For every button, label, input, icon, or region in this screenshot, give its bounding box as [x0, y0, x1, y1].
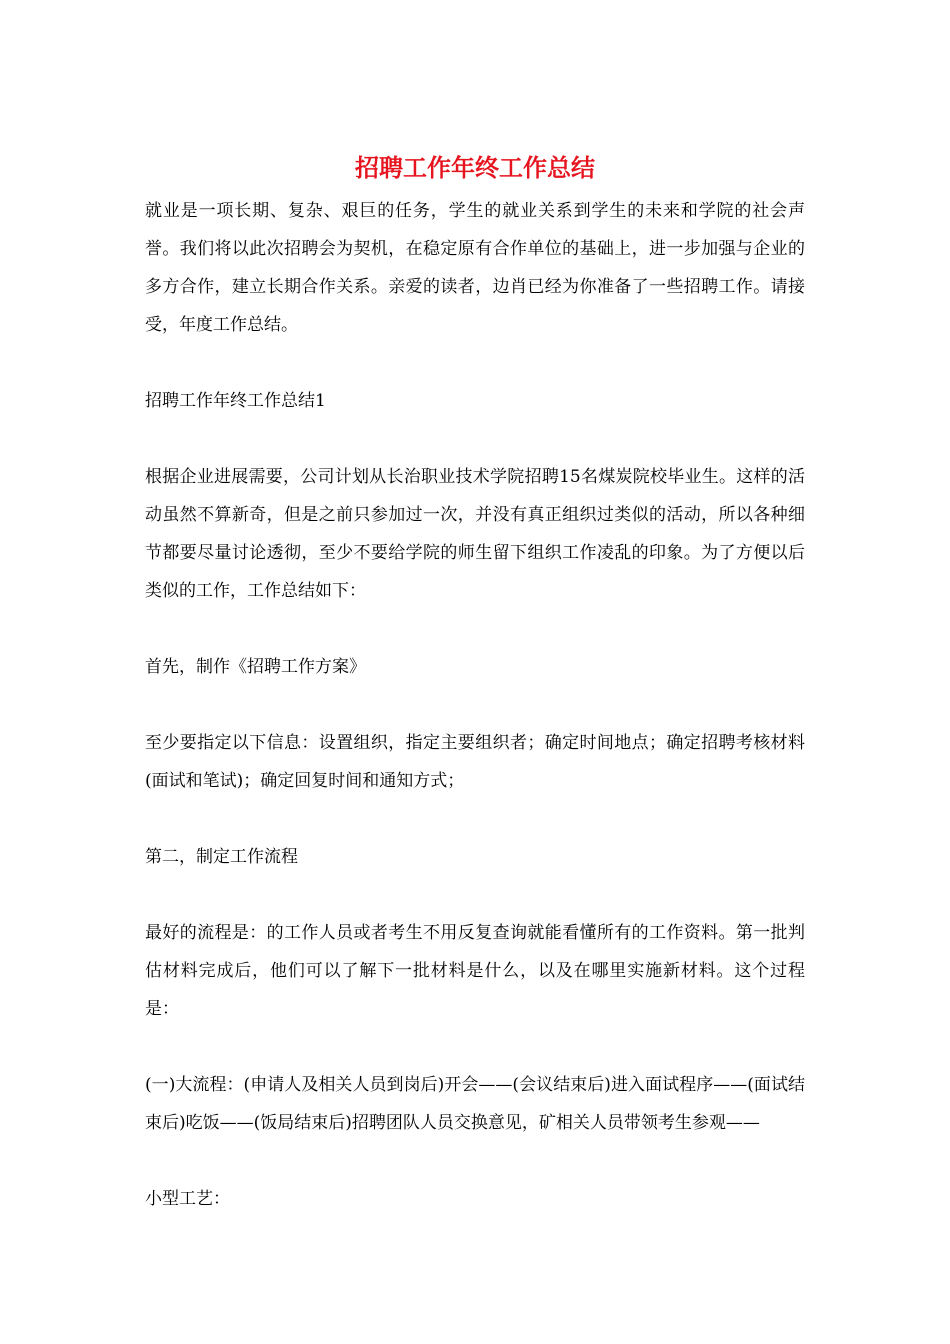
big-process-paragraph: (一)大流程：(申请人及相关人员到岗后)开会——(会议结束后)进入面试程序——(面试结束后)吃饭——(饭局结束后)招聘团队人员交换意见，矿相关人员带领考生参观—— — [145, 1075, 805, 1133]
intro-paragraph: 就业是一项长期、复杂、艰巨的任务，学生的就业关系到学生的未来和学院的社会声誉。我们将以此次招聘会为契机，在稳定原有合作单位的基础上，进一步加强与企业的多方合作，建立长期合作关系。亲爱的读者，边肖已经为你准备了一些招聘工作。请接受，年度工作总结。 — [145, 201, 805, 335]
step-one-heading: 首先，制作《招聘工作方案》 — [145, 657, 366, 677]
step-two-heading: 第二，制定工作流程 — [145, 847, 298, 867]
small-process-heading: 小型工艺： — [145, 1189, 230, 1209]
section-heading-summary-1: 招聘工作年终工作总结1 — [145, 391, 326, 411]
step-two-detail: 最好的流程是：的工作人员或者考生不用反复查询就能看懂所有的工作资料。第一批判估材料完成后，他们可以了解下一批材料是什么，以及在哪里实施新材料。这个过程是： — [145, 923, 805, 1019]
document-body — [145, 192, 805, 1218]
document-title: 招聘工作年终工作总结 — [355, 153, 595, 182]
background-paragraph: 根据企业进展需要，公司计划从长治职业技术学院招聘15名煤炭院校毕业生。这样的活动虽然不算新奇，但是之前只参加过一次，并没有真正组织过类似的活动，所以各种细节都要尽量讨论透彻，至少不要给学院的师生留下组织工作凌乱的印象。为了方便以后类似的工作，工作总结如下： — [145, 467, 805, 601]
step-one-detail: 至少要指定以下信息：设置组织，指定主要组织者；确定时间地点；确定招聘考核材料(面试和笔试)；确定回复时间和通知方式； — [145, 733, 805, 791]
